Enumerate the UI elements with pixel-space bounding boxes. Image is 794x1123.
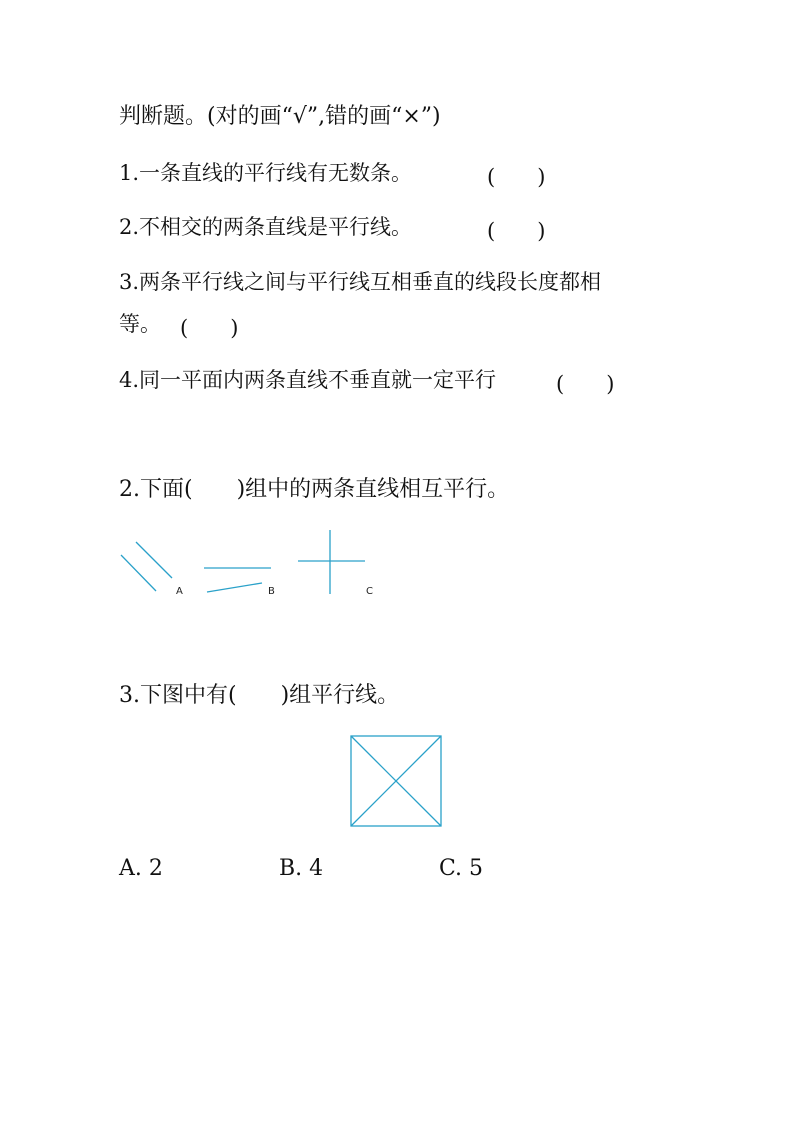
question-3: 3.下图中有( )组平行线。 <box>119 683 400 708</box>
judgement-3-line2: 等。 <box>119 312 161 336</box>
section-title: 判断题。(对的画“√”,错的画“×”) <box>119 104 441 129</box>
judgement-1: 1.一条直线的平行线有无数条。 <box>119 161 413 185</box>
answer-blank-1[interactable]: ( ) <box>487 165 546 189</box>
judgement-2: 2.不相交的两条直线是平行线。 <box>119 215 413 239</box>
group-b-label: B <box>268 586 275 597</box>
group-a-line-2 <box>136 542 172 578</box>
judgement-3-line1: 3.两条平行线之间与平行线互相垂直的线段长度都相 <box>119 270 602 294</box>
answer-blank-3[interactable]: ( ) <box>180 316 239 340</box>
option-b[interactable]: B. 4 <box>279 856 324 881</box>
option-a[interactable]: A. 2 <box>119 856 163 881</box>
question-2: 2.下面( )组中的两条直线相互平行。 <box>119 477 510 502</box>
group-b-line-2 <box>207 583 262 592</box>
group-c-label: C <box>366 586 373 597</box>
judgement-4: 4.同一平面内两条直线不垂直就一定平行 <box>119 368 497 392</box>
answer-blank-2[interactable]: ( ) <box>487 219 546 243</box>
group-a-label: A <box>176 586 183 597</box>
group-a-line-1 <box>121 555 156 591</box>
answer-blank-4[interactable]: ( ) <box>556 372 615 396</box>
option-c[interactable]: C. 5 <box>439 856 484 881</box>
